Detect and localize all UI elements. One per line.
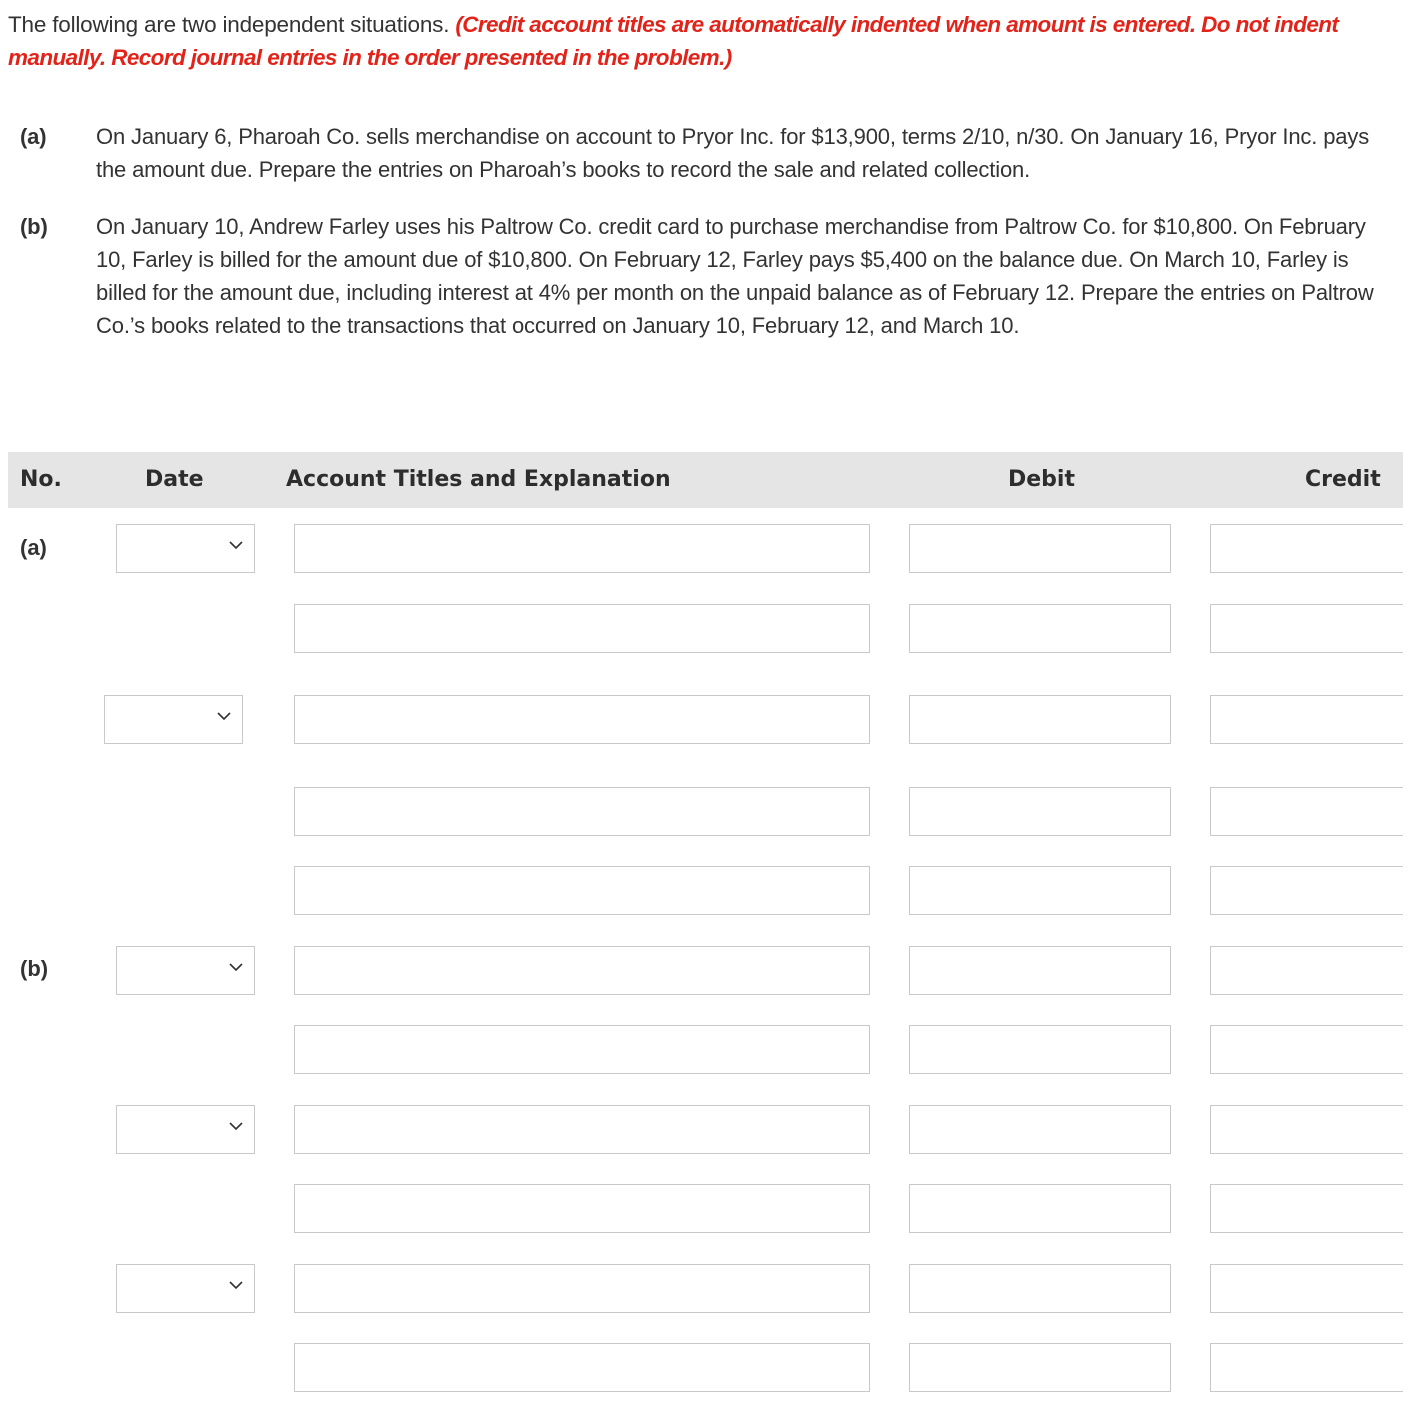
debit-input[interactable] [909, 1264, 1171, 1313]
date-select[interactable] [104, 695, 243, 744]
debit-input[interactable] [909, 604, 1171, 653]
account-input[interactable] [294, 695, 870, 744]
chevron-down-icon [228, 1118, 244, 1134]
date-select[interactable] [116, 1264, 255, 1313]
date-select[interactable] [116, 1105, 255, 1154]
account-input[interactable] [294, 1264, 870, 1313]
credit-input[interactable] [1210, 1025, 1403, 1074]
debit-input[interactable] [909, 1343, 1171, 1392]
situation-a [20, 120, 1385, 186]
debit-input[interactable] [909, 787, 1171, 836]
credit-input[interactable] [1210, 787, 1403, 836]
chevron-down-icon [216, 708, 232, 724]
date-select[interactable] [116, 946, 255, 995]
credit-input[interactable] [1210, 695, 1403, 744]
chevron-down-icon [228, 959, 244, 975]
header-credit: Credit [1305, 467, 1381, 492]
debit-input[interactable] [909, 1184, 1171, 1233]
credit-input[interactable] [1210, 1343, 1403, 1392]
header-date: Date [145, 467, 204, 492]
instructions [8, 8, 1408, 74]
debit-input[interactable] [909, 524, 1171, 573]
situation-text: On January 6, Pharoah Co. sells merchandise on account to Pryor Inc. for $13,900, terms 2/10, n/30. On January 16, Pryor Inc. pays the amount due. Prepare the entries on Pharoah’s books to record the sale and related collection. [96, 124, 1370, 182]
credit-input[interactable] [1210, 866, 1403, 915]
debit-input[interactable] [909, 1105, 1171, 1154]
situation-label: (a) [20, 124, 47, 149]
credit-input[interactable] [1210, 1184, 1403, 1233]
header-no: No. [20, 467, 62, 492]
journal-table-header [8, 452, 1403, 508]
credit-input[interactable] [1210, 946, 1403, 995]
credit-input[interactable] [1210, 1105, 1403, 1154]
account-input[interactable] [294, 524, 870, 573]
intro-text: The following are two independent situations. [8, 12, 450, 37]
credit-input[interactable] [1210, 524, 1403, 573]
account-input[interactable] [294, 946, 870, 995]
account-input[interactable] [294, 1343, 870, 1392]
credit-input[interactable] [1210, 604, 1403, 653]
account-input[interactable] [294, 866, 870, 915]
debit-input[interactable] [909, 695, 1171, 744]
credit-input[interactable] [1210, 1264, 1403, 1313]
date-select[interactable] [116, 524, 255, 573]
account-input[interactable] [294, 1105, 870, 1154]
situation-text: On January 10, Andrew Farley uses his Paltrow Co. credit card to purchase merchandise from Paltrow Co. for $10,800. On February 10, Farley is billed for the amount due of $10,800. On February 12, Farley pays $5,400 on the balance due. On March 10, Farley is billed for the amount due, including interest at 4% per month on the unpaid balance as of February 12. Prepare the entries on Paltrow Co.’s books related to the transactions that occurred on January 10, February 12, and March 10. [96, 214, 1374, 338]
header-account: Account Titles and Explanation [286, 467, 671, 492]
account-input[interactable] [294, 604, 870, 653]
chevron-down-icon [228, 537, 244, 553]
chevron-down-icon [228, 1277, 244, 1293]
debit-input[interactable] [909, 946, 1171, 995]
debit-input[interactable] [909, 866, 1171, 915]
situation-label: (b) [20, 214, 48, 239]
instruction-note: (Credit account titles are automatically indented when amount is entered. Do not indent manually. Record journal entries in the order presented in the problem.) [8, 12, 1339, 70]
entry-label-a: (a) [20, 535, 47, 560]
header-debit: Debit [1008, 467, 1075, 492]
account-input[interactable] [294, 1184, 870, 1233]
account-input[interactable] [294, 787, 870, 836]
account-input[interactable] [294, 1025, 870, 1074]
debit-input[interactable] [909, 1025, 1171, 1074]
entry-label-b: (b) [20, 956, 49, 981]
situation-b [20, 210, 1385, 342]
